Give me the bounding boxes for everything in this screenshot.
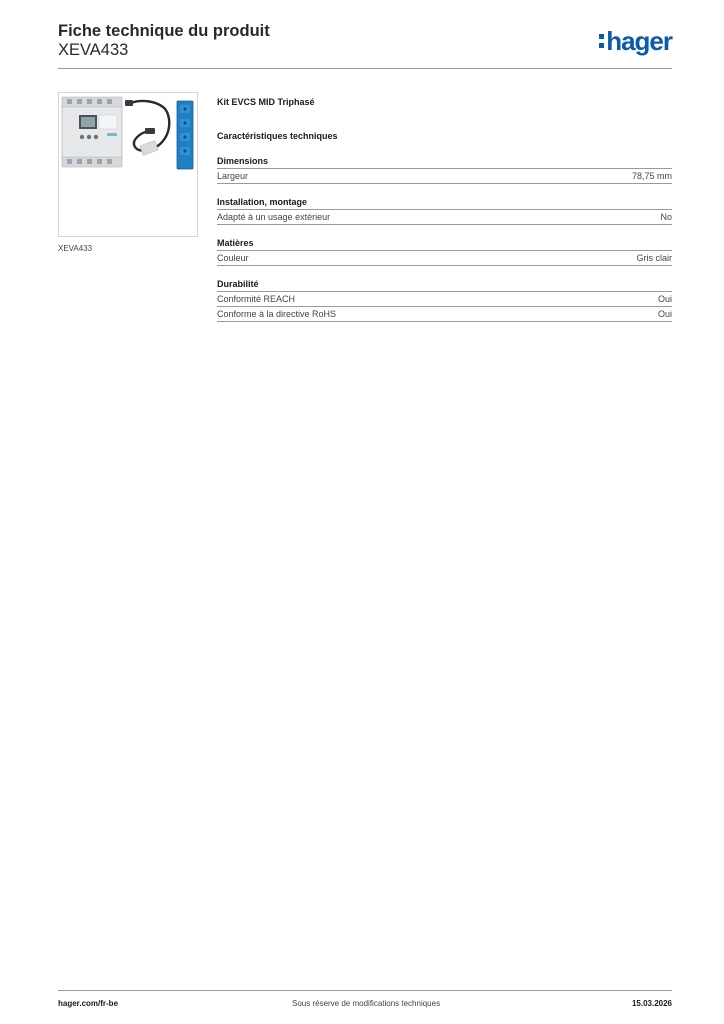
spec-group-title: Matières [217,237,672,251]
spec-row [217,292,672,307]
specs-section-title: Caractéristiques techniques [217,131,338,141]
document-title: Fiche technique du produit [58,22,270,40]
spec-group-title: Durabilité [217,278,672,292]
hager-logo [599,26,672,56]
logo-wordmark: hager [606,26,672,56]
spec-label: Largeur [217,171,249,181]
footer-date: 15.03.2026 [631,999,672,1008]
spec-label: Couleur [217,253,249,263]
product-photo-icon [59,93,197,236]
spec-group-title: Installation, montage [217,196,672,210]
spec-group-materials [217,237,672,266]
spec-row [217,169,672,184]
header-divider [58,68,672,69]
spec-row [217,210,672,225]
product-name: Kit EVCS MID Triphasé [217,97,315,107]
spec-value: Gris clair [636,253,672,263]
spec-label: Conforme à la directive RoHS [217,309,337,319]
footer-website-link[interactable]: hager.com/fr-be [58,999,119,1008]
image-caption: XEVA433 [58,244,93,253]
product-image [58,92,198,237]
spec-row [217,307,672,322]
logo-colon-icon [599,34,604,48]
spec-value: Oui [657,309,672,319]
page-footer [58,998,672,1010]
spec-row [217,251,672,266]
spec-value: Oui [657,294,672,304]
spec-group-dimensions [217,155,672,184]
technical-specifications [217,96,672,322]
footer-divider [58,990,672,991]
spec-group-durability [217,278,672,322]
spec-label: Conformité REACH [217,294,296,304]
footer-disclaimer: Sous réserve de modifications techniques [292,999,441,1008]
spec-group-title: Dimensions [217,155,672,169]
spec-label: Adapté à un usage extérieur [217,212,331,222]
product-reference: XEVA433 [58,41,129,59]
spec-value: 78,75 mm [631,171,672,181]
spec-group-installation [217,196,672,225]
spec-value: No [660,212,672,222]
page-header [58,20,672,70]
